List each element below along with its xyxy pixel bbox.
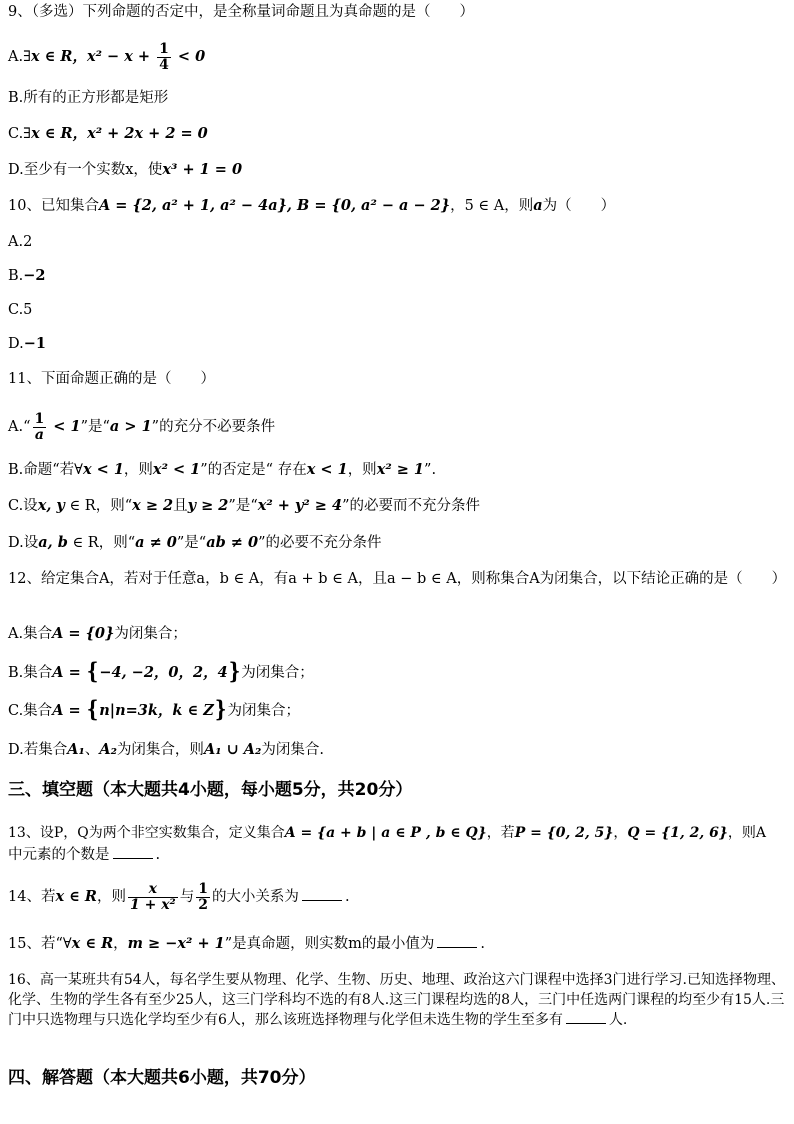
answer-blank[interactable] [437,946,477,948]
q13-line1: 13、设P，Q为两个非空实数集合，定义集合A = {a + b | a ∈ P , b ∈ Q}，若P = {0, 2, 5}，Q = {1, 2, 6}，则A [8,825,766,841]
q11-option-b: B.命题“若∀x < 1，则x² < 1”的否定是“ 存在x < 1，则x² ≥ 1”. [8,461,437,478]
q11-option-d: D.设a, b ∈ R，则“a ≠ 0”是“ab ≠ 0”的必要不充分条件 [8,534,382,551]
q12-option-a: A.集合A = {0}为闭集合； [8,625,187,642]
q11-option-c: C.设x, y ∈ R，则“x ≥ 2且y ≥ 2”是“x² + y² ≥ 4”的必要而不充分条件 [8,497,481,514]
q9-option-d: D.至少有一个实数x，使x³ + 1 = 0 [8,161,243,178]
q9-stem: 9、（多选）下列命题的否定中，是全称量词命题且为真命题的是（ ） [8,4,474,20]
q12-option-d: D.若集合A₁、A₂为闭集合，则A₁ ∪ A₂为闭集合. [8,741,324,758]
q12-option-b: B.集合A = {−4, −2，0，2，4}为闭集合； [8,658,314,685]
q13-line2: 中元素的个数是 . [8,847,161,863]
q9-option-b: B.所有的正方形都是矩形 [8,90,169,106]
q11-option-a: A.“ $\frac{1}{a}$ < 1”是“a > 1”的充分不必要条件 [8,411,276,443]
q15: 15、若“∀x ∈ R，m ≥ −x² + 1”是真命题，则实数m的最小值为 . [8,935,486,952]
q9-option-a: A.∃x ∈ R，x² − x + $\frac{1}{4}$ < 0 [8,41,206,73]
q10-option-c: C.5 [8,302,33,318]
q12-option-c: C.集合A = {n|n=3k，k ∈ Z}为闭集合； [8,696,300,723]
q14: 14、若x ∈ R，则 $\frac{x}{\text{1 + x²}}$ 与 $\frac{1}{2}$ 的大小关系为 . [8,881,350,913]
answer-blank[interactable] [566,1022,606,1024]
q14-fraction-x: $\frac{x}{\text{1 + x²}}$ [129,881,176,913]
answer-blank[interactable] [113,857,153,859]
q10-option-b: B.−2 [8,267,46,284]
q11-stem: 11、下面命题正确的是（ ） [8,371,215,387]
q9-option-c: C.∃x ∈ R，x² + 2x + 2 = 0 [8,125,208,142]
q10-option-a: A.2 [8,234,33,250]
q10-option-d: D.−1 [8,335,46,352]
q14-fraction-half: $\frac{1}{2}$ [198,881,208,913]
q10-stem: 10、已知集合A = {2, a² + 1, a² − 4a}, B = {0, a² − a − 2}，5 ∈ A，则a为（ ） [8,197,616,214]
section-heading-fill-in: 三、填空题（本大题共4小题，每小题5分，共20分） [8,780,413,800]
q9-a-fraction: $\frac{1}{4}$ [159,41,169,73]
section-heading-answer: 四、解答题（本大题共6小题，共70分） [8,1068,316,1088]
q11-a-fraction: $\frac{1}{a}$ [34,411,45,443]
q16: 16、高一某班共有54人，每名学生要从物理、化学、生物、历史、地理、政治这六门课程中选择3门进行学习.已知选择物理、化学、生物的学生各有至少25人，这三门学科均不选的有8人.这三门课程均选的8人，三门中任选两门课程的均至少有15人.三门中只选物理与只选化学均至少有6人，那么该班选择物理与化学但未选生物的学生至多有 人. [8,972,785,1028]
q12-stem: 12、给定集合A，若对于任意a，b ∈ A，有a + b ∈ A，且a − b ∈ A，则称集合A为闭集合，以下结论正确的是（ ） [8,571,787,587]
answer-blank[interactable] [302,899,342,901]
